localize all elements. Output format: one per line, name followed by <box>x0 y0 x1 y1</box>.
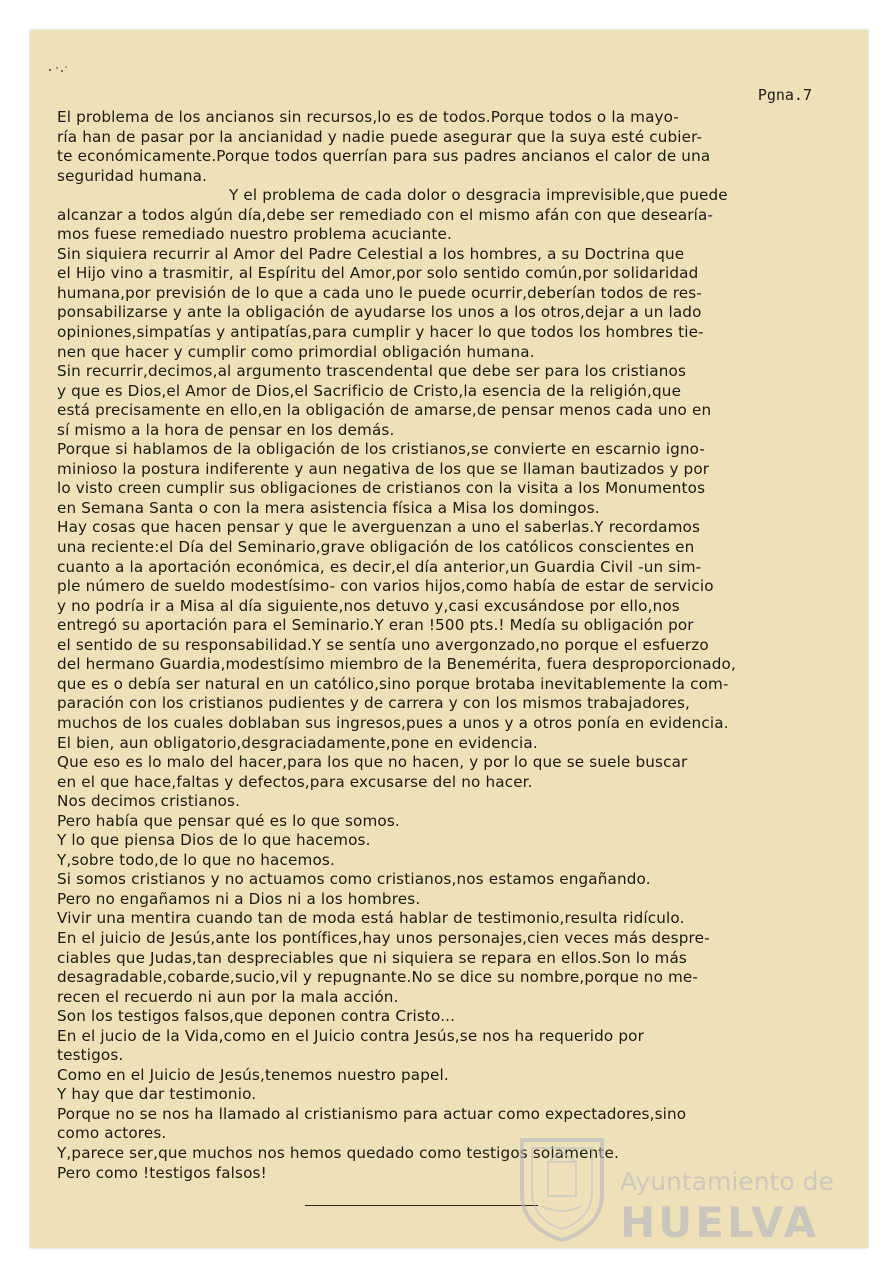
text-line: Pero no engañamos ni a Dios ni a los hombres. <box>57 889 421 908</box>
text-line: Pero había que pensar qué es lo que somos. <box>57 811 400 830</box>
text-line: ple número de sueldo modestísimo- con varios hijos,como había de estar de servicio <box>57 577 714 596</box>
text-line: Hay cosas que hacen pensar y que le averguenzan a uno el saberlas.Y recordamos <box>57 518 701 537</box>
text-line: desagradable,cobarde,sucio,vil y repugnante.No se dice su nombre,porque no me- <box>57 968 699 987</box>
text-line: Son los testigos falsos,que deponen contra Cristo... <box>57 1007 456 1026</box>
text-line: seguridad humana. <box>57 166 208 185</box>
text-line: Que eso es lo malo del hacer,para los que no hacen, y por lo que se suele buscar <box>57 753 688 772</box>
text-line: El bien, aun obligatorio,desgraciadamente,pone en evidencia. <box>57 733 538 752</box>
text-line: muchos de los cuales doblaban sus ingresos,pues a unos y a otros ponía en evidencia. <box>57 713 729 732</box>
text-line: Vivir una mentira cuando tan de moda está hablar de testimonio,resulta ridículo. <box>57 909 685 928</box>
text-line: del hermano Guardia,modestísimo miembro de la Benemérita, fuera desproporcionado, <box>57 655 736 674</box>
paper-speck-marks <box>46 60 76 80</box>
text-line: recen el recuerdo ni aun por la mala acción. <box>57 987 399 1006</box>
text-line: que es o debía ser natural en un católico,sino porque brotaba inevitablemente la com- <box>57 674 729 693</box>
text-line: paración con los cristianos pudientes y de carrera y con los mismos trabajadores, <box>57 694 691 713</box>
letter-body <box>57 108 837 1183</box>
text-line: Sin recurrir,decimos,al argumento trascendental que debe ser para los cristianos <box>57 362 687 381</box>
huelva-crest-icon <box>512 1132 612 1242</box>
text-line: alcanzar a todos algún día,debe ser remediado con el mismo afán con que desearía- <box>57 205 714 224</box>
text-line: Si somos cristianos y no actuamos como cristianos,nos estamos engañando. <box>57 870 651 889</box>
text-line: opiniones,simpatías y antipatías,para cumplir y hacer lo que todos los hombres tie- <box>57 323 704 342</box>
text-line: y que es Dios,el Amor de Dios,el Sacrificio de Cristo,la esencia de la religión,que <box>57 381 682 400</box>
text-line: Y hay que dar testimonio. <box>57 1085 257 1104</box>
text-line: ponsabilizarse y ante la obligación de ayudarse los unos a los otros,dejar a un lado <box>57 303 702 322</box>
text-line: el Hijo vino a trasmitir, al Espíritu del Amor,por solo sentido común,por solidaridad <box>57 264 699 283</box>
text-line: Porque no se nos ha llamado al cristianismo para actuar como expectadores,sino <box>57 1104 687 1123</box>
text-line: lo visto creen cumplir sus obligaciones de cristianos con la visita a los Monumentos <box>57 479 706 498</box>
text-line: ría han de pasar por la ancianidad y nadie puede asegurar que la suya esté cubier- <box>57 127 703 146</box>
text-line: como actores. <box>57 1124 167 1143</box>
archive-watermark <box>490 1132 860 1247</box>
text-line: está precisamente en ello,en la obligación de amarse,de pensar menos cada uno en <box>57 401 712 420</box>
text-line: minioso la postura indiferente y aun negativa de los que se llaman bautizados y por <box>57 459 710 478</box>
text-line: Porque si hablamos de la obligación de los cristianos,se convierte en escarnio igno- <box>57 440 706 459</box>
text-line: en el que hace,faltas y defectos,para excusarse del no hacer. <box>57 772 533 791</box>
text-line: sí mismo a la hora de pensar en los demás. <box>57 420 395 439</box>
text-line: en Semana Santa o con la mera asistencia física a Misa los domingos. <box>57 498 600 517</box>
text-line: Nos decimos cristianos. <box>57 792 241 811</box>
typewritten-page <box>30 30 868 1248</box>
text-line: mos fuese remediado nuestro problema acuciante. <box>57 225 452 244</box>
page-number: Pgna.7 <box>757 86 812 104</box>
text-line: nen que hacer y cumplir como primordial obligación humana. <box>57 342 535 361</box>
text-line: Pero como !testigos falsos! <box>57 1163 267 1182</box>
text-line: una reciente:el Día del Seminario,grave obligación de los católicos conscientes en <box>57 538 695 557</box>
text-line: el sentido de su responsabilidad.Y se sentía uno avergonzado,no porque el esfuerzo <box>57 635 709 654</box>
text-line: cuanto a la aportación económica, es decir,el día anterior,un Guardia Civil -un sim- <box>57 557 702 576</box>
text-line: En el jucio de la Vida,como en el Juicio contra Jesús,se nos ha requerido por <box>57 1026 644 1045</box>
text-line: testigos. <box>57 1046 124 1065</box>
text-line: Sin siquiera recurrir al Amor del Padre Celestial a los hombres, a su Doctrina que <box>57 244 685 263</box>
watermark-line-1: Ayuntamiento de <box>620 1167 834 1196</box>
text-line: ciables que Judas,tan despreciables que ni siquiera se repara en ellos.Son lo más <box>57 948 687 967</box>
text-line: y no podría ir a Misa al día siguiente,nos detuvo y,casi excusándose por ello,nos <box>57 596 680 615</box>
text-line: Y lo que piensa Dios de lo que hacemos. <box>57 831 371 850</box>
text-line: En el juicio de Jesús,ante los pontífices,hay unos personajes,cien veces más despre- <box>57 928 710 947</box>
text-line: El problema de los ancianos sin recursos,lo es de todos.Porque todos o la mayo- <box>57 108 680 126</box>
text-line: Y,sobre todo,de lo que no hacemos. <box>57 850 335 869</box>
text-line: Y,parece ser,que muchos nos hemos quedado como testigos solamente. <box>57 1143 619 1162</box>
text-line: entregó su aportación para el Seminario.Y eran !500 pts.! Medía su obligación por <box>57 616 694 635</box>
text-line: Como en el Juicio de Jesús,tenemos nuestro papel. <box>57 1065 449 1084</box>
text-line: Y el problema de cada dolor o desgracia imprevisible,que puede <box>229 186 728 205</box>
watermark-line-2: HUELVA <box>620 1198 820 1247</box>
text-line: humana,por previsión de lo que a cada uno le puede ocurrir,deberían todos de res- <box>57 283 702 302</box>
text-line: te económicamente.Porque todos querrían para sus padres ancianos el calor de una <box>57 147 711 166</box>
